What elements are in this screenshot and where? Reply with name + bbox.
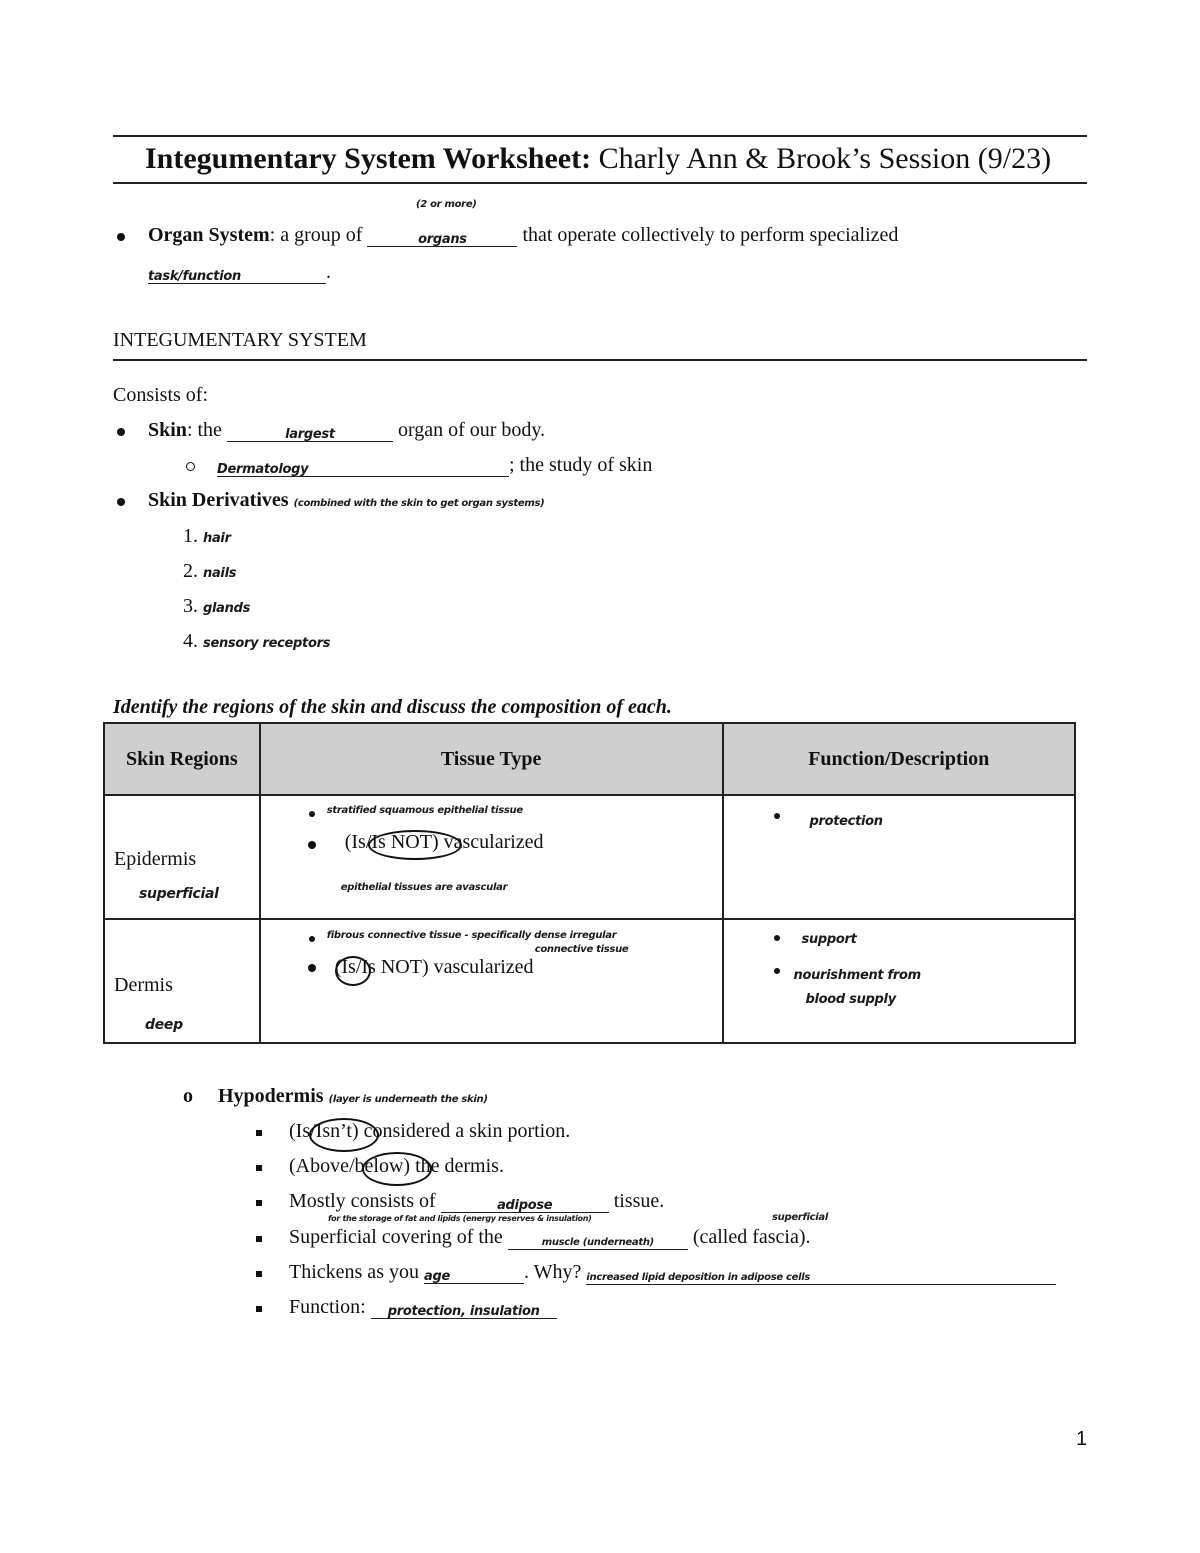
header-function: Function/Description bbox=[723, 723, 1076, 795]
sub-bullet bbox=[186, 462, 195, 471]
why-answer: increased lipid deposition in adipose cells bbox=[586, 1272, 811, 1283]
title-rest: Charly Ann & Brook’s Session (9/23) bbox=[598, 142, 1052, 175]
item-text: (called fascia). bbox=[692, 1226, 811, 1248]
dermatology-blank bbox=[217, 457, 509, 477]
bullet bbox=[117, 428, 125, 436]
item-value: nails bbox=[203, 566, 237, 581]
bullet bbox=[774, 935, 780, 941]
bullet bbox=[117, 498, 125, 506]
item-text: . Why? bbox=[523, 1261, 582, 1283]
header-tissue-type: Tissue Type bbox=[260, 723, 723, 795]
skin-text-after: organ of our body. bbox=[397, 419, 546, 441]
dermatology-text: ; the study of skin bbox=[509, 454, 653, 476]
item-text: Superficial covering of the bbox=[289, 1226, 503, 1248]
bullet bbox=[309, 936, 315, 942]
title-bold: Integumentary System Worksheet: bbox=[145, 142, 592, 175]
derivative-item bbox=[183, 595, 250, 618]
region-name: Epidermis bbox=[114, 848, 197, 870]
selection-circle bbox=[309, 1118, 379, 1152]
item-text: Mostly consists of bbox=[289, 1190, 436, 1212]
title-top-rule bbox=[113, 135, 1087, 137]
age-answer: age bbox=[423, 1269, 450, 1284]
selection-circle bbox=[335, 956, 371, 986]
organ-blank2 bbox=[148, 264, 326, 284]
table-row bbox=[104, 795, 1075, 919]
square-bullet bbox=[256, 1165, 262, 1171]
derivative-item bbox=[183, 560, 236, 583]
item-value: sensory receptors bbox=[203, 636, 331, 651]
square-bullet bbox=[256, 1236, 262, 1242]
hypodermis-item: (Above/below) the dermis. bbox=[289, 1155, 504, 1177]
page-number: 1 bbox=[1076, 1428, 1088, 1450]
adipose-answer: adipose bbox=[497, 1198, 553, 1213]
skin-answer: largest bbox=[285, 427, 335, 442]
function-item: nourishment from bbox=[793, 968, 921, 983]
square-bullet bbox=[256, 1306, 262, 1312]
skin-blank bbox=[227, 422, 393, 442]
function-blank bbox=[371, 1299, 557, 1319]
organ-note: (2 or more) bbox=[416, 199, 477, 210]
derivatives-note: (combined with the skin to get organ systems) bbox=[293, 498, 545, 509]
tissue-note-b: connective tissue bbox=[534, 944, 629, 955]
item-value: hair bbox=[203, 531, 231, 546]
vascular-text: (Is/Is NOT) vascularized bbox=[334, 956, 534, 978]
tissue-note: stratified squamous epithelial tissue bbox=[326, 805, 523, 816]
hypodermis-marker: o bbox=[183, 1085, 193, 1107]
region-note: superficial bbox=[139, 886, 219, 902]
dermatology-answer: Dermatology bbox=[217, 462, 309, 477]
organ-blank bbox=[367, 227, 517, 247]
derivatives-term: Skin Derivatives bbox=[148, 489, 289, 511]
organ-text-before: : a group of bbox=[269, 224, 363, 246]
fascia-note: superficial bbox=[772, 1212, 828, 1223]
hypodermis-item: (Is/Isn’t) considered a skin portion. bbox=[289, 1120, 571, 1142]
item-number: 1. bbox=[183, 525, 198, 547]
table-row bbox=[104, 919, 1075, 1043]
skin-line bbox=[148, 419, 545, 442]
organ-text-after: that operate collectively to perform specialized bbox=[522, 224, 899, 246]
age-blank bbox=[424, 1264, 524, 1284]
hypodermis-term: Hypodermis bbox=[218, 1085, 324, 1107]
skin-text-before: : the bbox=[186, 419, 222, 441]
item-text: tissue. bbox=[613, 1190, 665, 1212]
hypodermis-item bbox=[289, 1226, 811, 1250]
region-note: deep bbox=[145, 1017, 183, 1033]
adipose-blank bbox=[441, 1193, 609, 1213]
item-value: glands bbox=[203, 601, 251, 616]
hypodermis-item bbox=[289, 1190, 664, 1213]
fascia-blank bbox=[508, 1229, 688, 1250]
square-bullet bbox=[256, 1200, 262, 1206]
function-item: protection bbox=[809, 814, 883, 829]
hypodermis-note: (layer is underneath the skin) bbox=[328, 1094, 488, 1105]
derivatives-line bbox=[148, 489, 544, 512]
function-item: blood supply bbox=[805, 992, 896, 1007]
region-cell bbox=[104, 795, 260, 919]
item-text: Function: bbox=[289, 1296, 366, 1318]
square-bullet bbox=[256, 1130, 262, 1136]
table-header-row bbox=[104, 723, 1075, 795]
tissue-cell bbox=[260, 795, 723, 919]
item-text: Thickens as you bbox=[289, 1261, 419, 1283]
organ-answer: organs bbox=[418, 232, 467, 247]
skin-term: Skin bbox=[148, 419, 187, 441]
consists-of: Consists of: bbox=[113, 384, 209, 406]
organ-term: Organ System bbox=[148, 224, 270, 246]
section-heading: INTEGUMENTARY SYSTEM bbox=[113, 329, 367, 351]
function-cell bbox=[723, 795, 1076, 919]
derivative-item bbox=[183, 525, 231, 548]
bullet bbox=[309, 811, 315, 817]
skin-regions-table bbox=[103, 722, 1076, 1044]
hypodermis-item bbox=[289, 1296, 557, 1319]
tissue-note: fibrous connective tissue - specifically dense irregular bbox=[326, 930, 617, 941]
page-title bbox=[145, 142, 1051, 176]
bullet bbox=[117, 233, 125, 241]
tissue-cell bbox=[260, 919, 723, 1043]
function-cell bbox=[723, 919, 1076, 1043]
tissue-note2: epithelial tissues are avascular bbox=[340, 882, 508, 893]
bullet bbox=[308, 841, 316, 849]
bullet bbox=[774, 813, 780, 819]
item-number: 3. bbox=[183, 595, 198, 617]
hypodermis-line bbox=[218, 1085, 488, 1108]
organ-answer2: task/function bbox=[148, 269, 241, 284]
bullet bbox=[308, 964, 316, 972]
region-cell bbox=[104, 919, 260, 1043]
dermatology-line bbox=[217, 454, 652, 477]
selection-circle bbox=[362, 1152, 432, 1186]
organ-system-line2 bbox=[148, 261, 331, 284]
hypodermis-item bbox=[289, 1261, 1056, 1285]
fascia-answer: muscle (underneath) bbox=[541, 1237, 654, 1248]
region-name: Dermis bbox=[114, 974, 173, 996]
why-blank bbox=[586, 1264, 1056, 1285]
organ-end: . bbox=[326, 261, 331, 283]
function-item: support bbox=[801, 932, 857, 947]
function-answer: protection, insulation bbox=[387, 1304, 540, 1319]
header-skin-regions: Skin Regions bbox=[104, 723, 260, 795]
section-rule bbox=[113, 359, 1087, 361]
item-number: 2. bbox=[183, 560, 198, 582]
square-bullet bbox=[256, 1271, 262, 1277]
selection-circle bbox=[368, 830, 462, 860]
table-prompt: Identify the regions of the skin and discuss the composition of each. bbox=[113, 696, 672, 718]
bullet bbox=[774, 968, 780, 974]
adipose-note: for the storage of fat and lipids (energy reserves & insulation) bbox=[328, 1214, 592, 1223]
title-bottom-rule bbox=[113, 182, 1087, 184]
derivative-item bbox=[183, 630, 330, 653]
organ-system-line bbox=[148, 224, 898, 247]
vascular-text: (Is/Is NOT) vascularized bbox=[344, 831, 544, 853]
item-number: 4. bbox=[183, 630, 198, 652]
